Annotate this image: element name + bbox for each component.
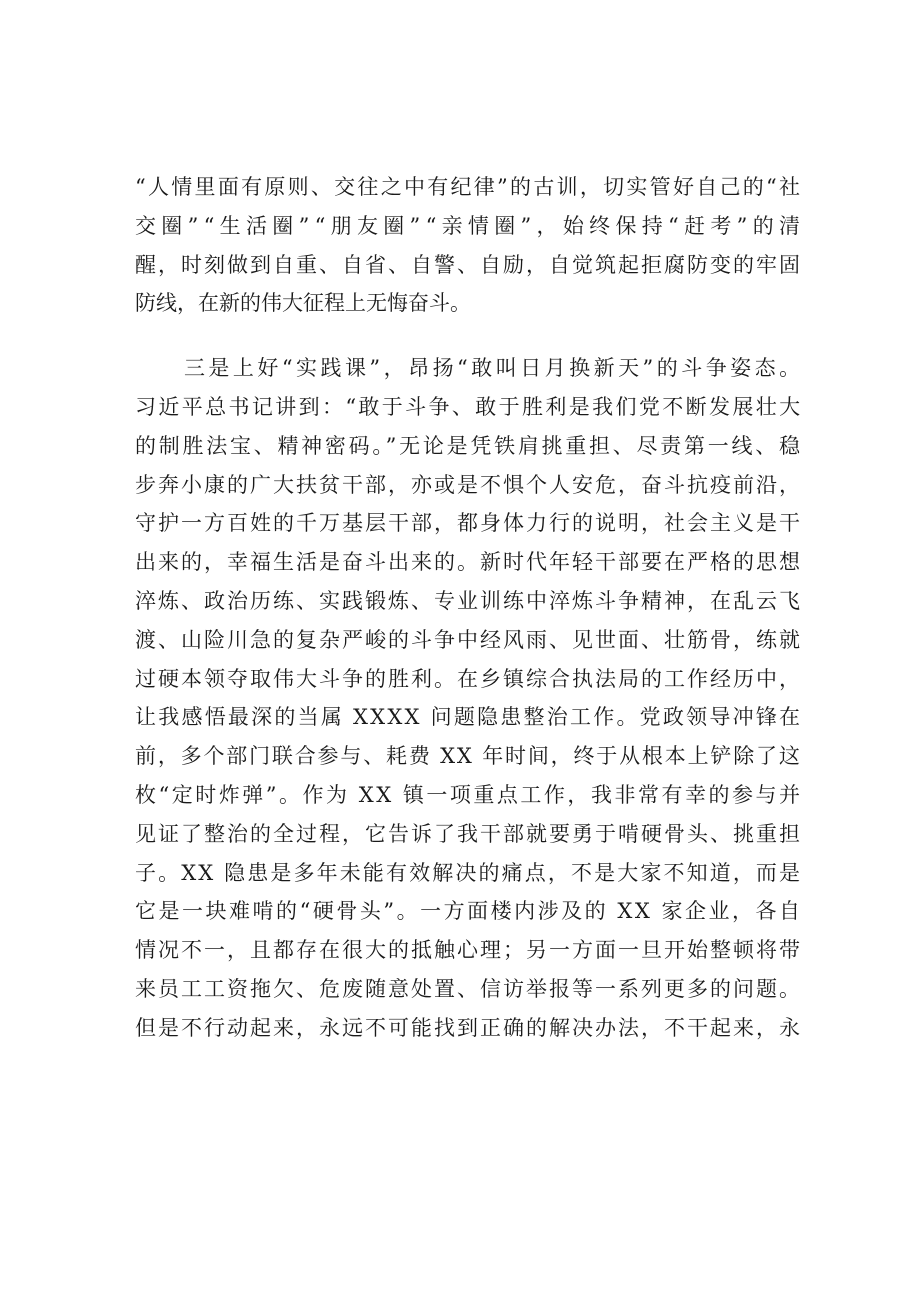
text-line: 步奔小康的广大扶贫干部，亦或是不惧个人安危，奋斗抗疫前沿， [135,472,802,497]
text-line: 见证了整治的全过程，它告诉了我干部就要勇于啃硬骨头、挑重担 [135,821,802,846]
text-line: 渡、山险川急的复杂严峻的斗争中经风雨、见世面、壮筋骨，练就 [135,627,802,652]
text-line: 过硬本领夺取伟大斗争的胜利。在乡镇综合执法局的工作经历中， [135,666,802,691]
text-line: 防线，在新的伟大征程上无悔奋斗。 [135,291,471,316]
text-line: 习近平总书记讲到：“敢于斗争、敢于胜利是我们党不断发展壮大 [135,394,803,419]
text-line: 前，多个部门联合参与、耗费 XX 年时间，终于从根本上铲除了这 [135,744,802,769]
text-line: 出来的，幸福生活是奋斗出来的。新时代年轻干部要在严格的思想 [135,550,802,575]
text-line: 三是上好“实践课”，昂扬“敢叫日月换新天”的斗争姿态。 [135,356,804,381]
text-line: 醒，时刻做到自重、自省、自警、自励，自觉筑起拒腐防变的牢固 [135,252,802,277]
paragraph-spacer [135,323,800,349]
text-line: 守护一方百姓的千万基层干部，都身体力行的说明，社会主义是干 [135,511,802,536]
paragraph-continued [135,168,806,323]
text-line: 淬炼、政治历练、实践锻炼、专业训练中淬炼斗争精神，在乱云飞 [135,588,802,613]
text-line: 的制胜法宝、精神密码。”无论是凭铁肩挑重担、尽责第一线、稳 [135,433,803,458]
text-line: “人情里面有原则、交往之中有纪律”的古训，切实管好自己的“社 [135,175,803,199]
text-line: 但是不行动起来，永远不可能找到正确的解决办法，不干起来，永 [135,1015,802,1040]
text-line: 来员工工资拖欠、危废随意处置、信访举报等一系列更多的问题。 [135,976,802,1001]
paragraph-three [135,349,804,1047]
text-line: 情况不一，且都存在很大的抵触心理；另一方面一旦开始整顿将带 [135,938,802,963]
text-line: 它是一块难啃的“硬骨头”。一方面楼内涉及的 XX 家企业，各自 [135,899,803,924]
text-line: 交圈”“生活圈”“朋友圈”“亲情圈”，始终保持“赶考”的清 [135,213,806,238]
body-text [135,168,806,1048]
text-line: 子。XX 隐患是多年未能有效解决的痛点，不是大家不知道，而是 [135,860,803,885]
text-line: 让我感悟最深的当属 XXXX 问题隐患整治工作。党政领导冲锋在 [135,705,803,730]
text-line: 枚“定时炸弹”。作为 XX 镇一项重点工作，我非常有幸的参与并 [135,782,803,807]
